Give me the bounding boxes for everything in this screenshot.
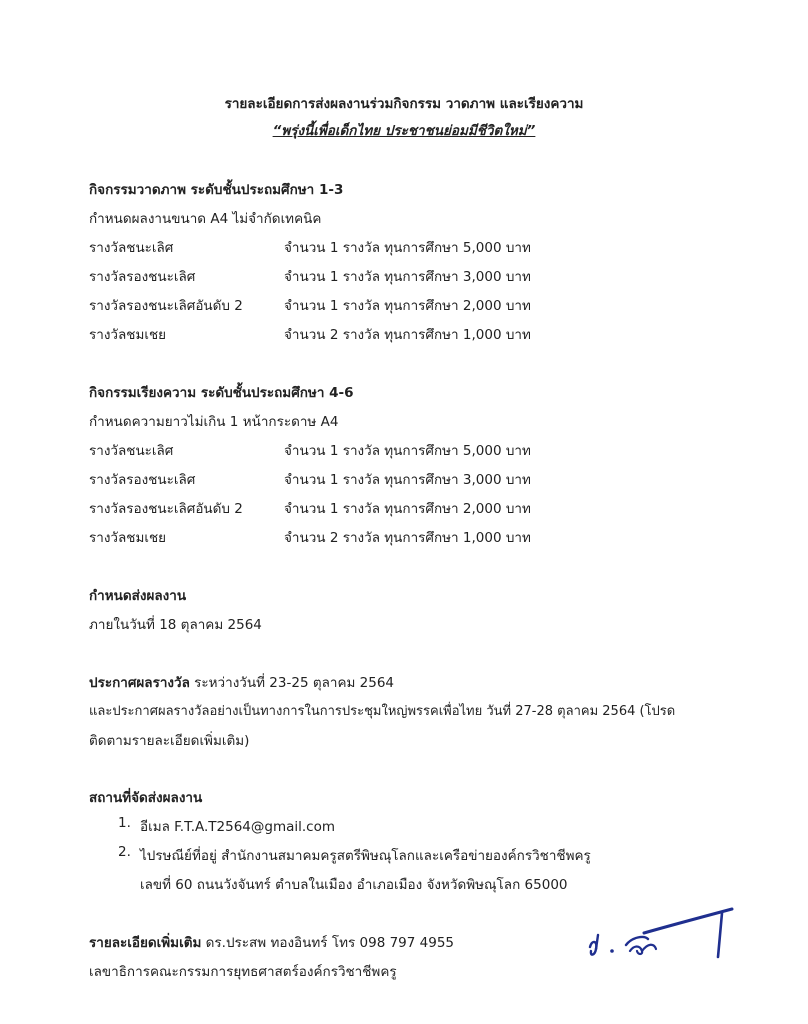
deadline-text: ภายในวันที่ 18 ตุลาคม 2564 [89,617,262,633]
submission-address: เลขที่ 60 ถนนวังจันทร์ ตำบลในเมือง อำเภอเมือง จังหวัดพิษณุโลก 65000 [140,877,568,893]
drawing-prize-name: รางวัลรองชนะเลิศอันดับ 2 [89,298,243,314]
essay-prize-name: รางวัลชมเชย [89,530,167,546]
essay-prize-detail: จำนวน 2 รางวัล ทุนการศึกษา 1,000 บาท [284,530,531,546]
announcement-dates: ระหว่างวันที่ 23-25 ตุลาคม 2564 [189,675,395,691]
drawing-prize-name: รางวัลชนะเลิศ [89,240,174,256]
deadline-heading: กำหนดส่งผลงาน [89,588,187,604]
essay-prize-name: รางวัลรองชนะเลิศ [89,472,196,488]
contact-line [89,931,454,953]
announcement-heading: ประกาศผลรางวัล [89,675,190,691]
drawing-section-heading: กิจกรรมวาดภาพ ระดับชั้นประถมศึกษา 1-3 [89,182,344,198]
document-title: รายละเอียดการส่งผลงานร่วมกิจกรรม วาดภาพ และเรียงความ [224,96,584,112]
list-number: 2. [118,844,131,860]
drawing-prize-detail: จำนวน 1 รางวัล ทุนการศึกษา 5,000 บาท [284,240,531,256]
handwritten-signature [582,905,742,975]
contact-heading: รายละเอียดเพิ่มเติม [89,935,202,951]
announcement-note: ติดตามรายละเอียดเพิ่มเติม) [89,733,250,749]
drawing-prize-name: รางวัลชมเชย [89,327,167,343]
campaign-slogan: “พรุ่งนี้เพื่อเด็กไทย ประชาชนย่อมมีชีวิตใหม่” [272,123,536,139]
drawing-prize-detail: จำนวน 2 รางวัล ทุนการศึกษา 1,000 บาท [284,327,531,343]
essay-section-heading: กิจกรรมเรียงความ ระดับชั้นประถมศึกษา 4-6 [89,385,354,401]
announcement-official: และประกาศผลรางวัลอย่างเป็นทางการในการประชุมใหญ่พรรคเพื่อไทย วันที่ 27-28 ตุลาคม 2564 (โปรด [89,704,676,719]
essay-prize-name: รางวัลรองชนะเลิศอันดับ 2 [89,501,243,517]
essay-prize-name: รางวัลชนะเลิศ [89,443,174,459]
essay-requirement: กำหนดความยาวไม่เกิน 1 หน้ากระดาษ A4 [89,414,339,430]
contact-person: ดร.ประสพ ทองอินทร์ โทร 098 797 4955 [201,935,455,951]
submission-heading: สถานที่จัดส่งผลงาน [89,790,203,806]
drawing-requirement: กำหนดผลงานขนาด A4 ไม่จำกัดเทคนิค [89,211,322,227]
list-number: 1. [118,815,131,831]
submission-postal: ไปรษณีย์ที่อยู่ สำนักงานสมาคมครูสตรีพิษณุโลกและเครือข่ายองค์กรวิชาชีพครู [140,848,591,864]
drawing-prize-detail: จำนวน 1 รางวัล ทุนการศึกษา 2,000 บาท [284,298,531,314]
announcement-line [89,671,394,693]
drawing-prize-detail: จำนวน 1 รางวัล ทุนการศึกษา 3,000 บาท [284,269,531,285]
essay-prize-detail: จำนวน 1 รางวัล ทุนการศึกษา 5,000 บาท [284,443,531,459]
submission-email: อีเมล F.T.A.T2564@gmail.com [140,819,336,835]
contact-role: เลขาธิการคณะกรรมการยุทธศาสตร์องค์กรวิชาชีพครู [89,964,397,980]
essay-prize-detail: จำนวน 1 รางวัล ทุนการศึกษา 3,000 บาท [284,472,531,488]
drawing-prize-name: รางวัลรองชนะเลิศ [89,269,196,285]
essay-prize-detail: จำนวน 1 รางวัล ทุนการศึกษา 2,000 บาท [284,501,531,517]
